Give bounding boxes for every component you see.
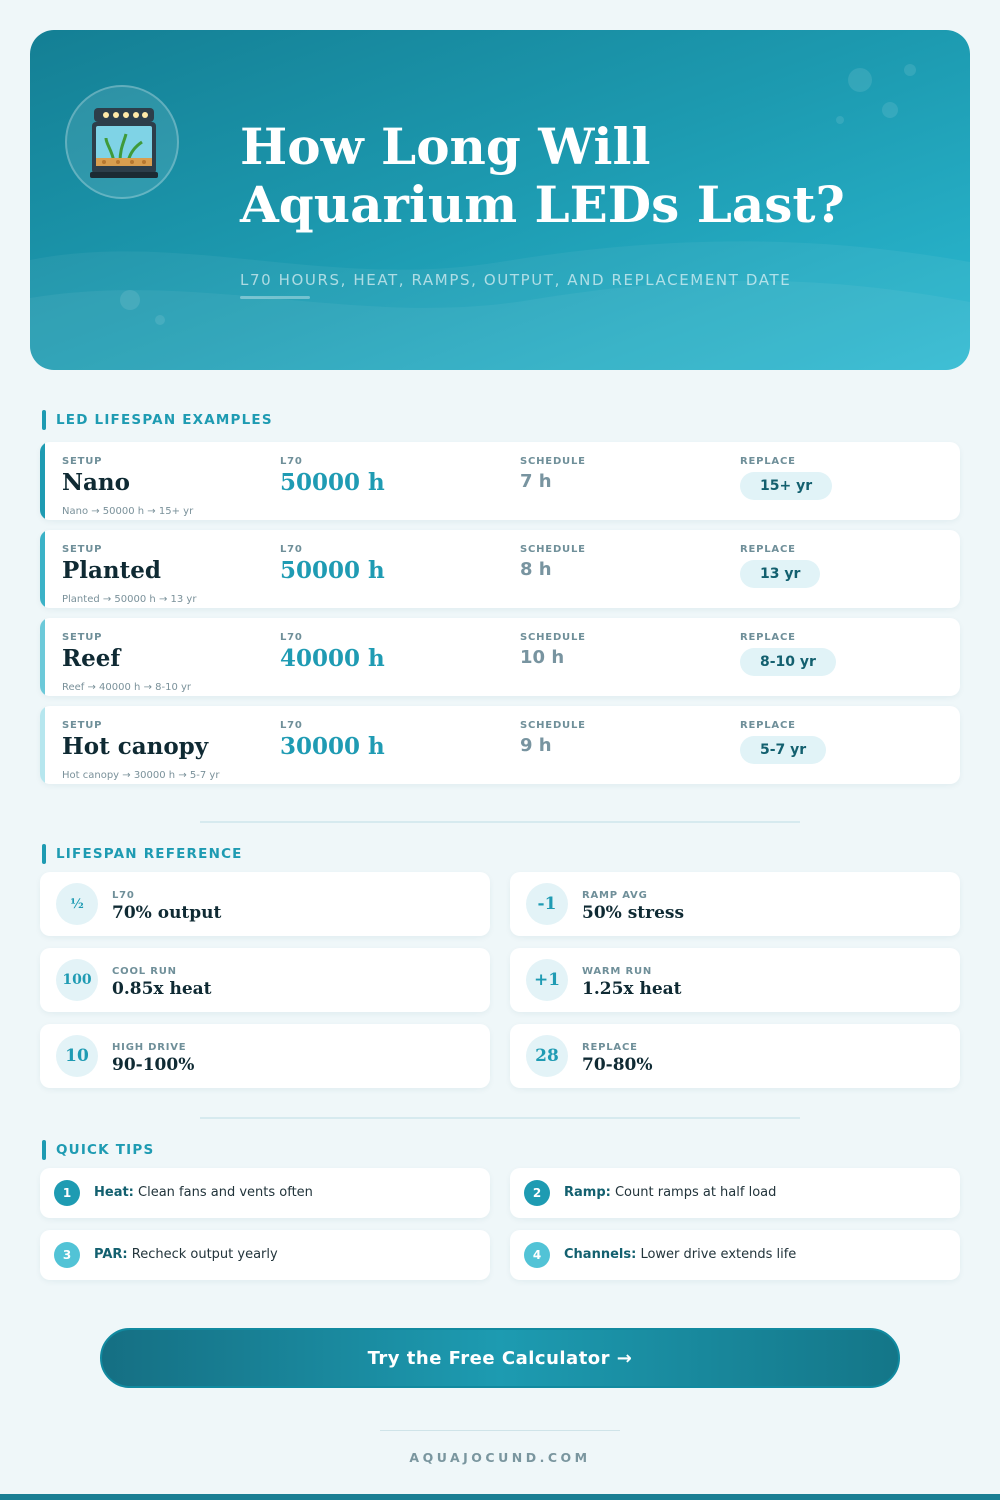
l70-value: 30000 h bbox=[280, 733, 385, 760]
replace-label: REPLACE bbox=[740, 632, 796, 643]
reference-card bbox=[510, 948, 960, 1012]
tip-card bbox=[40, 1230, 490, 1280]
section-title: LED LIFESPAN EXAMPLES bbox=[56, 412, 273, 428]
page-subtitle: L70 HOURS, HEAT, RAMPS, OUTPUT, AND REPLACEMENT DATE bbox=[240, 271, 792, 289]
schedule-label: SCHEDULE bbox=[520, 720, 586, 731]
tip-title: Heat: bbox=[94, 1185, 134, 1200]
tip-text bbox=[564, 1185, 776, 1200]
l70-value: 50000 h bbox=[280, 469, 385, 496]
l70-label: L70 bbox=[280, 456, 303, 467]
reference-label: HIGH DRIVE bbox=[112, 1042, 187, 1053]
example-summary: Reef → 40000 h → 8-10 yr bbox=[62, 682, 192, 693]
schedule-label: SCHEDULE bbox=[520, 544, 586, 555]
schedule-value: 10 h bbox=[520, 647, 565, 668]
tip-card bbox=[510, 1230, 960, 1280]
reference-label: L70 bbox=[112, 890, 135, 901]
calculator-cta-button[interactable]: Try the Free Calculator → bbox=[100, 1328, 900, 1388]
footer-divider bbox=[380, 1430, 620, 1431]
reference-card bbox=[510, 872, 960, 936]
setup-label: SETUP bbox=[62, 456, 103, 467]
reference-badge: ½ bbox=[56, 883, 98, 925]
section-heading-reference bbox=[42, 844, 243, 864]
heading-accent-bar bbox=[42, 410, 46, 430]
example-card bbox=[40, 530, 960, 608]
subtitle-underline bbox=[240, 296, 310, 299]
section-heading-examples bbox=[42, 410, 273, 430]
reference-card bbox=[40, 948, 490, 1012]
reference-value: 0.85x heat bbox=[112, 979, 212, 999]
tip-number: 2 bbox=[524, 1180, 550, 1206]
section-divider bbox=[200, 821, 800, 823]
replace-label: REPLACE bbox=[740, 456, 796, 467]
section-divider bbox=[200, 1117, 800, 1119]
reference-value: 70% output bbox=[112, 903, 222, 923]
tip-title: Channels: bbox=[564, 1247, 637, 1262]
replace-pill: 8-10 yr bbox=[740, 648, 836, 676]
schedule-label: SCHEDULE bbox=[520, 632, 586, 643]
l70-label: L70 bbox=[280, 544, 303, 555]
example-summary: Nano → 50000 h → 15+ yr bbox=[62, 506, 194, 517]
replace-pill: 5-7 yr bbox=[740, 736, 826, 764]
tip-title: PAR: bbox=[94, 1247, 128, 1262]
reference-badge: 28 bbox=[526, 1035, 568, 1077]
tip-body: Clean fans and vents often bbox=[138, 1185, 313, 1200]
aquarium-led-icon bbox=[84, 104, 164, 184]
example-summary: Planted → 50000 h → 13 yr bbox=[62, 594, 197, 605]
schedule-value: 7 h bbox=[520, 471, 552, 492]
card-accent bbox=[40, 442, 45, 520]
reference-value: 50% stress bbox=[582, 903, 685, 923]
reference-value: 90-100% bbox=[112, 1055, 195, 1075]
footer-site-link[interactable]: AQUAJOCUND.COM bbox=[409, 1450, 591, 1465]
section-title: QUICK TIPS bbox=[56, 1142, 155, 1158]
schedule-value: 9 h bbox=[520, 735, 552, 756]
tip-body: Recheck output yearly bbox=[131, 1247, 278, 1262]
setup-name: Nano bbox=[62, 469, 130, 496]
tip-number: 3 bbox=[54, 1242, 80, 1268]
tip-text bbox=[94, 1247, 278, 1262]
reference-value: 1.25x heat bbox=[582, 979, 682, 999]
section-heading-tips bbox=[42, 1140, 154, 1160]
reference-card bbox=[40, 872, 490, 936]
setup-label: SETUP bbox=[62, 720, 103, 731]
tip-text bbox=[564, 1247, 796, 1262]
example-card bbox=[40, 442, 960, 520]
replace-label: REPLACE bbox=[740, 544, 796, 555]
tip-body: Count ramps at half load bbox=[614, 1185, 777, 1200]
reference-card bbox=[510, 1024, 960, 1088]
reference-label: WARM RUN bbox=[582, 966, 653, 977]
hero-banner bbox=[30, 30, 970, 370]
example-summary: Hot canopy → 30000 h → 5-7 yr bbox=[62, 770, 220, 781]
reference-label: REPLACE bbox=[582, 1042, 638, 1053]
setup-label: SETUP bbox=[62, 544, 103, 555]
tip-number: 4 bbox=[524, 1242, 550, 1268]
page-title: How Long Will Aquarium LEDs Last? bbox=[240, 117, 845, 234]
example-card bbox=[40, 618, 960, 696]
l70-label: L70 bbox=[280, 720, 303, 731]
setup-name: Planted bbox=[62, 557, 161, 584]
l70-value: 50000 h bbox=[280, 557, 385, 584]
heading-accent-bar bbox=[42, 1140, 46, 1160]
reference-badge: 10 bbox=[56, 1035, 98, 1077]
reference-label: RAMP AVG bbox=[582, 890, 648, 901]
l70-label: L70 bbox=[280, 632, 303, 643]
replace-label: REPLACE bbox=[740, 720, 796, 731]
card-accent bbox=[40, 618, 45, 696]
tip-number: 1 bbox=[54, 1180, 80, 1206]
replace-pill: 15+ yr bbox=[740, 472, 832, 500]
l70-value: 40000 h bbox=[280, 645, 385, 672]
reference-badge: +1 bbox=[526, 959, 568, 1001]
tip-card bbox=[40, 1168, 490, 1218]
card-accent bbox=[40, 530, 45, 608]
example-card bbox=[40, 706, 960, 784]
tip-body: Lower drive extends life bbox=[640, 1247, 797, 1262]
replace-pill: 13 yr bbox=[740, 560, 820, 588]
setup-name: Reef bbox=[62, 645, 121, 672]
setup-name: Hot canopy bbox=[62, 733, 209, 760]
reference-label: COOL RUN bbox=[112, 966, 177, 977]
reference-badge: -1 bbox=[526, 883, 568, 925]
reference-value: 70-80% bbox=[582, 1055, 653, 1075]
card-accent bbox=[40, 706, 45, 784]
reference-badge: 100 bbox=[56, 959, 98, 1001]
bottom-accent-bar bbox=[0, 1494, 1000, 1500]
tip-text bbox=[94, 1185, 313, 1200]
reference-card bbox=[40, 1024, 490, 1088]
logo-badge bbox=[65, 85, 179, 199]
schedule-value: 8 h bbox=[520, 559, 552, 580]
tip-title: Ramp: bbox=[564, 1185, 611, 1200]
setup-label: SETUP bbox=[62, 632, 103, 643]
section-title: LIFESPAN REFERENCE bbox=[56, 846, 243, 862]
tip-card bbox=[510, 1168, 960, 1218]
schedule-label: SCHEDULE bbox=[520, 456, 586, 467]
heading-accent-bar bbox=[42, 844, 46, 864]
